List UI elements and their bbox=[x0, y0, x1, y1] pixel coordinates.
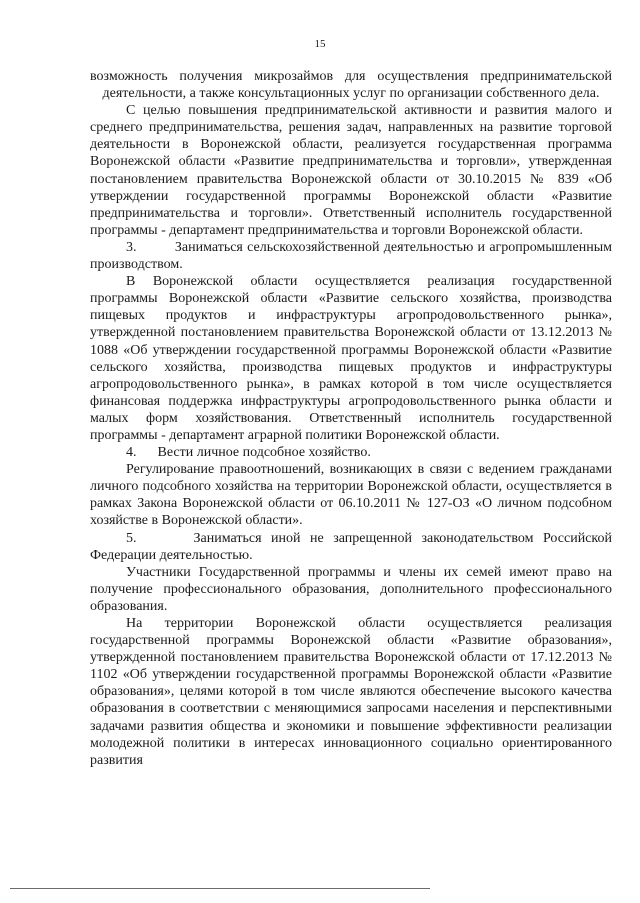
document-body bbox=[90, 68, 612, 769]
paragraph-education-right: Участники Государственной программы и члены их семей имеют право на получение профессионального образования, дополнительного профессионального образования. bbox=[90, 564, 612, 614]
list-item-4: 4. Вести личное подсобное хозяйство. bbox=[126, 445, 371, 461]
page-number: 15 bbox=[314, 38, 326, 50]
list-item-5: 5. Заниматься иной не запрещенной законодательством Российской Федерации деятельностью. bbox=[90, 530, 612, 563]
paragraph-subsidiary-farming: Регулирование правоотношений, возникающих в связи с ведением гражданами личного подсобного хозяйства на территории Воронежской области, осуществляется в рамках Закона Воронежской области от 06.10.2011 № 127-ОЗ «О личном подсобном хозяйстве в Воронежской области». bbox=[90, 462, 612, 529]
paragraph-entrepreneurship-program: С целью повышения предпринимательской активности и развития малого и среднего предпринимательства, решения задач, направленных на развитие торговой деятельности в Воронежской области, реализуется государственная программа Воронежской области «Развитие предпринимательства и торговли», утвержденная постановлением правительства Воронежской области от 30.10.2015 № 839 «Об утверждении государственной программы Воронежской области «Развитие предпринимательства и торговли». Ответственный исполнитель государственной программы - департамент предпринимательства и торговли Воронежской области. bbox=[90, 103, 612, 238]
paragraph-continuation: возможность получения микрозаймов для осуществления предпринимательской деятельности, а также консультационных услуг по организации собственного дела. bbox=[90, 69, 612, 102]
list-item-3: 3. Заниматься сельскохозяйственной деятельностью и агропромышленным производством. bbox=[90, 239, 612, 273]
paragraph-agriculture-program: В Воронежской области осуществляется реализация государственной программы Воронежской области «Развитие сельского хозяйства, производства пищевых продуктов и инфраструктуры агропродовольственного рынка», утвержденной постановлением правительства Воронежской области от 13.12.2013 № 1088 «Об утверждении государственной программы Воронежской области «Развитие сельского хозяйства, производства пищевых продуктов и инфраструктуры агропродовольственного рынка», в рамках которой в том числе осуществляется финансовая поддержка инфраструктуры агропродовольственного рынка области и малых форм хозяйствования. Ответственный исполнитель государственной программы - департамент аграрной политики Воронежской области. bbox=[90, 274, 612, 443]
paragraph-education-program: На территории Воронежской области осуществляется реализация государственной программы Воронежской области «Развитие образования», утвержденной постановлением правительства Воронежской области от 17.12.2013 № 1102 «Об утверждении государственной программы Воронежской области «Развитие образования», целями которой в том числе являются обеспечение высокого качества образования в соответствии с меняющимися запросами населения и перспективными задачами развития общества и экономики и повышение эффективности реализации молодежной политики в интересах инновационного социально ориентированного развития bbox=[90, 616, 612, 768]
footer-divider bbox=[10, 888, 430, 889]
